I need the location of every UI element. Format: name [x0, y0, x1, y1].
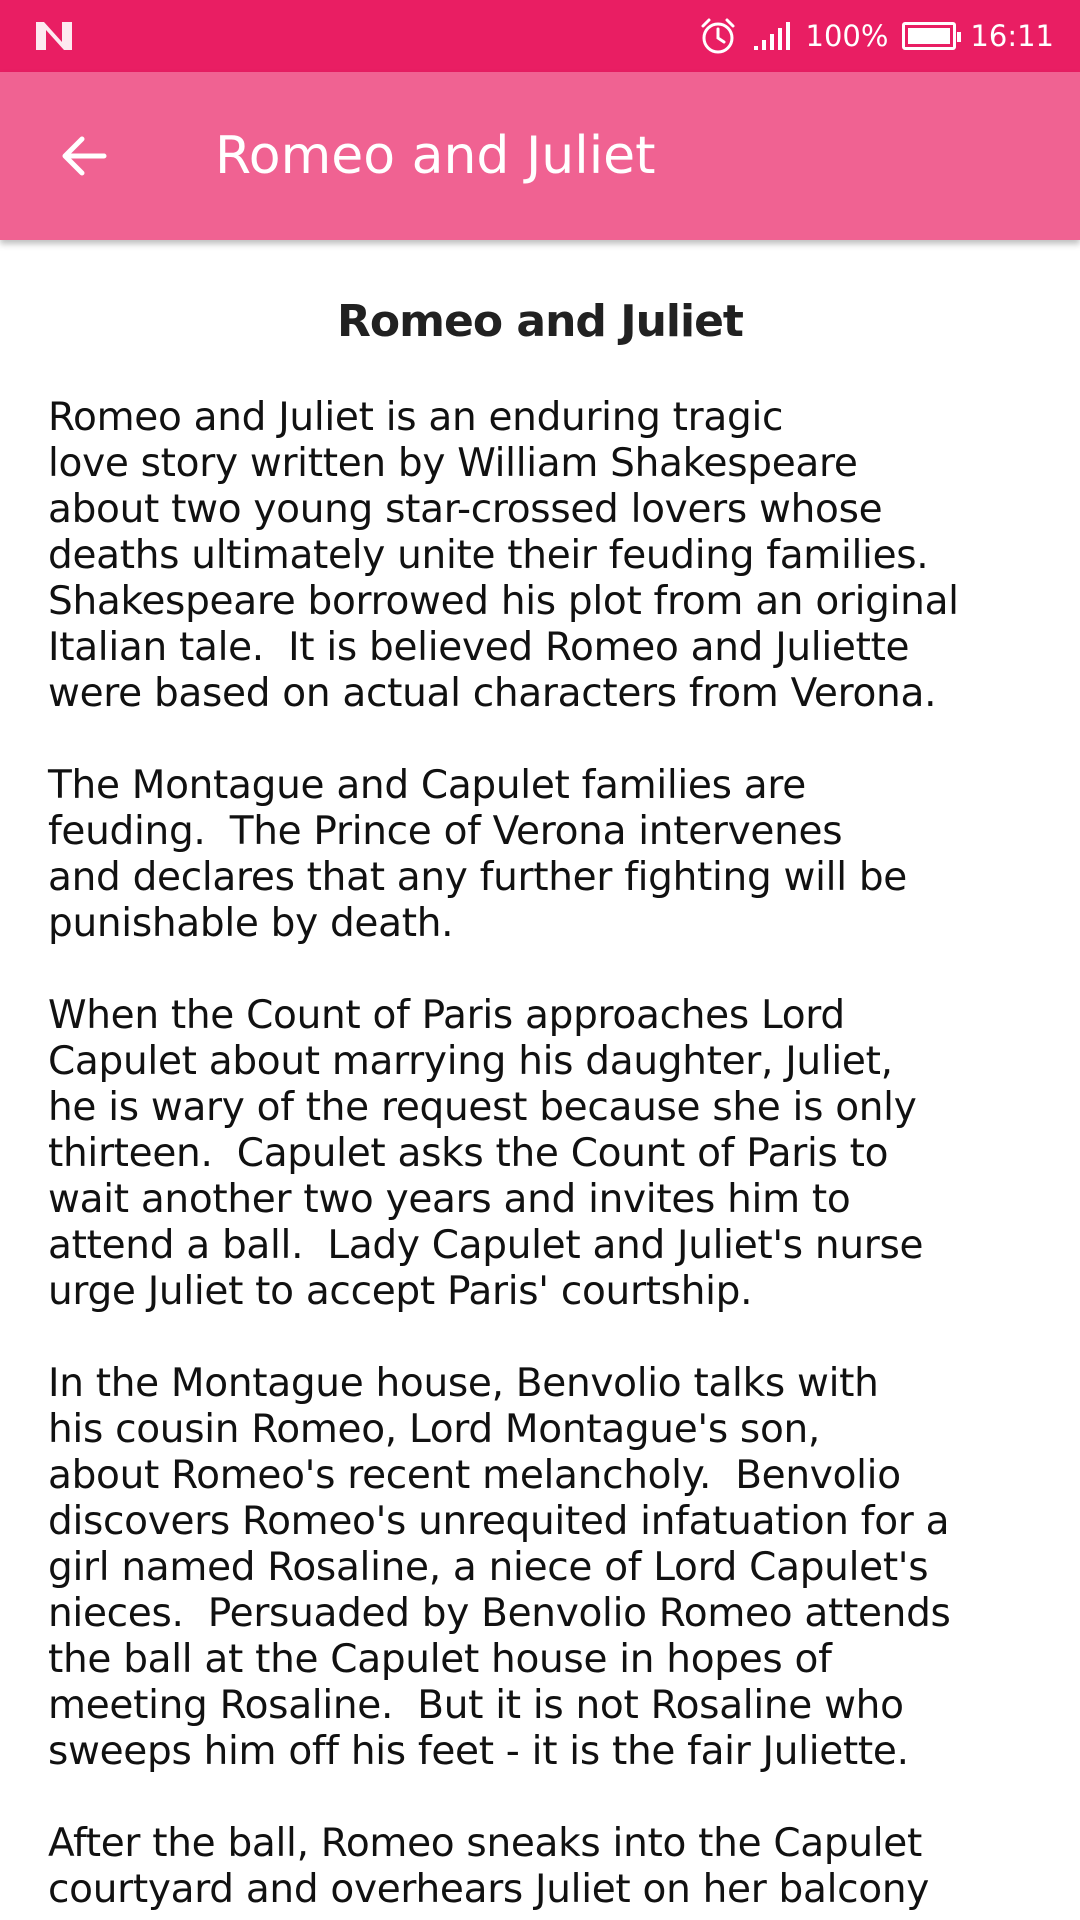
battery-icon — [902, 22, 956, 50]
status-icons — [698, 0, 1055, 72]
app-bar-title: Romeo and Juliet — [215, 126, 656, 186]
paragraph-line: he is wary of the request because she is only — [48, 1085, 917, 1130]
paragraph — [48, 1361, 1058, 1775]
paragraph-line: attend a ball. Lady Capulet and Juliet's nurse — [48, 1223, 924, 1268]
document-content[interactable] — [0, 240, 1080, 1920]
paragraph — [48, 1821, 1058, 1913]
battery-fill — [908, 28, 950, 44]
clock-time: 16:11 — [970, 19, 1054, 53]
paragraph-line: nieces. Persuaded by Benvolio Romeo attends — [48, 1591, 951, 1636]
paragraph-line: Capulet about marrying his daughter, Juliet, — [48, 1039, 893, 1084]
status-bar — [0, 0, 1080, 72]
paragraph-line: meeting Rosaline. But it is not Rosaline who — [48, 1683, 904, 1728]
paragraph — [48, 993, 1058, 1315]
paragraph — [48, 763, 1058, 947]
paragraph-line: his cousin Romeo, Lord Montague's son, — [48, 1407, 821, 1452]
paragraph-line: thirteen. Capulet asks the Count of Paris to — [48, 1131, 889, 1176]
paragraph-line: wait another two years and invites him to — [48, 1177, 851, 1222]
paragraph-line: were based on actual characters from Verona. — [48, 671, 937, 716]
paragraph-line: the ball at the Capulet house in hopes of — [48, 1637, 832, 1682]
paragraph-line: urge Juliet to accept Paris' courtship. — [48, 1269, 753, 1314]
paragraph-line: When the Count of Paris approaches Lord — [48, 993, 845, 1038]
document-heading: Romeo and Juliet — [337, 296, 743, 347]
paragraph-line: In the Montague house, Benvolio talks with — [48, 1361, 879, 1406]
paragraph-line: girl named Rosaline, a niece of Lord Capulet's — [48, 1545, 929, 1590]
signal-icon — [752, 20, 792, 52]
app-bar — [0, 72, 1080, 240]
paragraph-line: discovers Romeo's unrequited infatuation for a — [48, 1499, 950, 1544]
document-body — [48, 395, 1058, 1913]
paragraph-line: about two young star-crossed lovers whose — [48, 487, 883, 532]
paragraph-line: After the ball, Romeo sneaks into the Capulet — [48, 1821, 922, 1866]
paragraph-line: Romeo and Juliet is an enduring tragic — [48, 395, 784, 440]
paragraph-line: The Montague and Capulet families are — [48, 763, 806, 808]
alarm-clock-icon — [698, 16, 738, 56]
battery-percent: 100% — [805, 19, 889, 53]
paragraph-line: and declares that any further fighting will be — [48, 855, 907, 900]
back-button[interactable] — [40, 112, 128, 200]
paragraph-line: courtyard and overhears Juliet on her balcony — [48, 1867, 930, 1912]
paragraph-line: punishable by death. — [48, 901, 454, 946]
paragraph-line: deaths ultimately unite their feuding families. — [48, 533, 929, 578]
paragraph-line: Shakespeare borrowed his plot from an original — [48, 579, 959, 624]
arrow-left-icon — [56, 128, 112, 184]
paragraph-line: about Romeo's recent melancholy. Benvolio — [48, 1453, 901, 1498]
paragraph-line: Italian tale. It is believed Romeo and Juliette — [48, 625, 910, 670]
paragraph-line: sweeps him off his feet - it is the fair Juliette. — [48, 1729, 909, 1774]
paragraph-line: love story written by William Shakespeare — [48, 441, 858, 486]
paragraph — [48, 395, 1058, 717]
n-logo-icon — [32, 18, 76, 54]
paragraph-line: feuding. The Prince of Verona intervenes — [48, 809, 843, 854]
